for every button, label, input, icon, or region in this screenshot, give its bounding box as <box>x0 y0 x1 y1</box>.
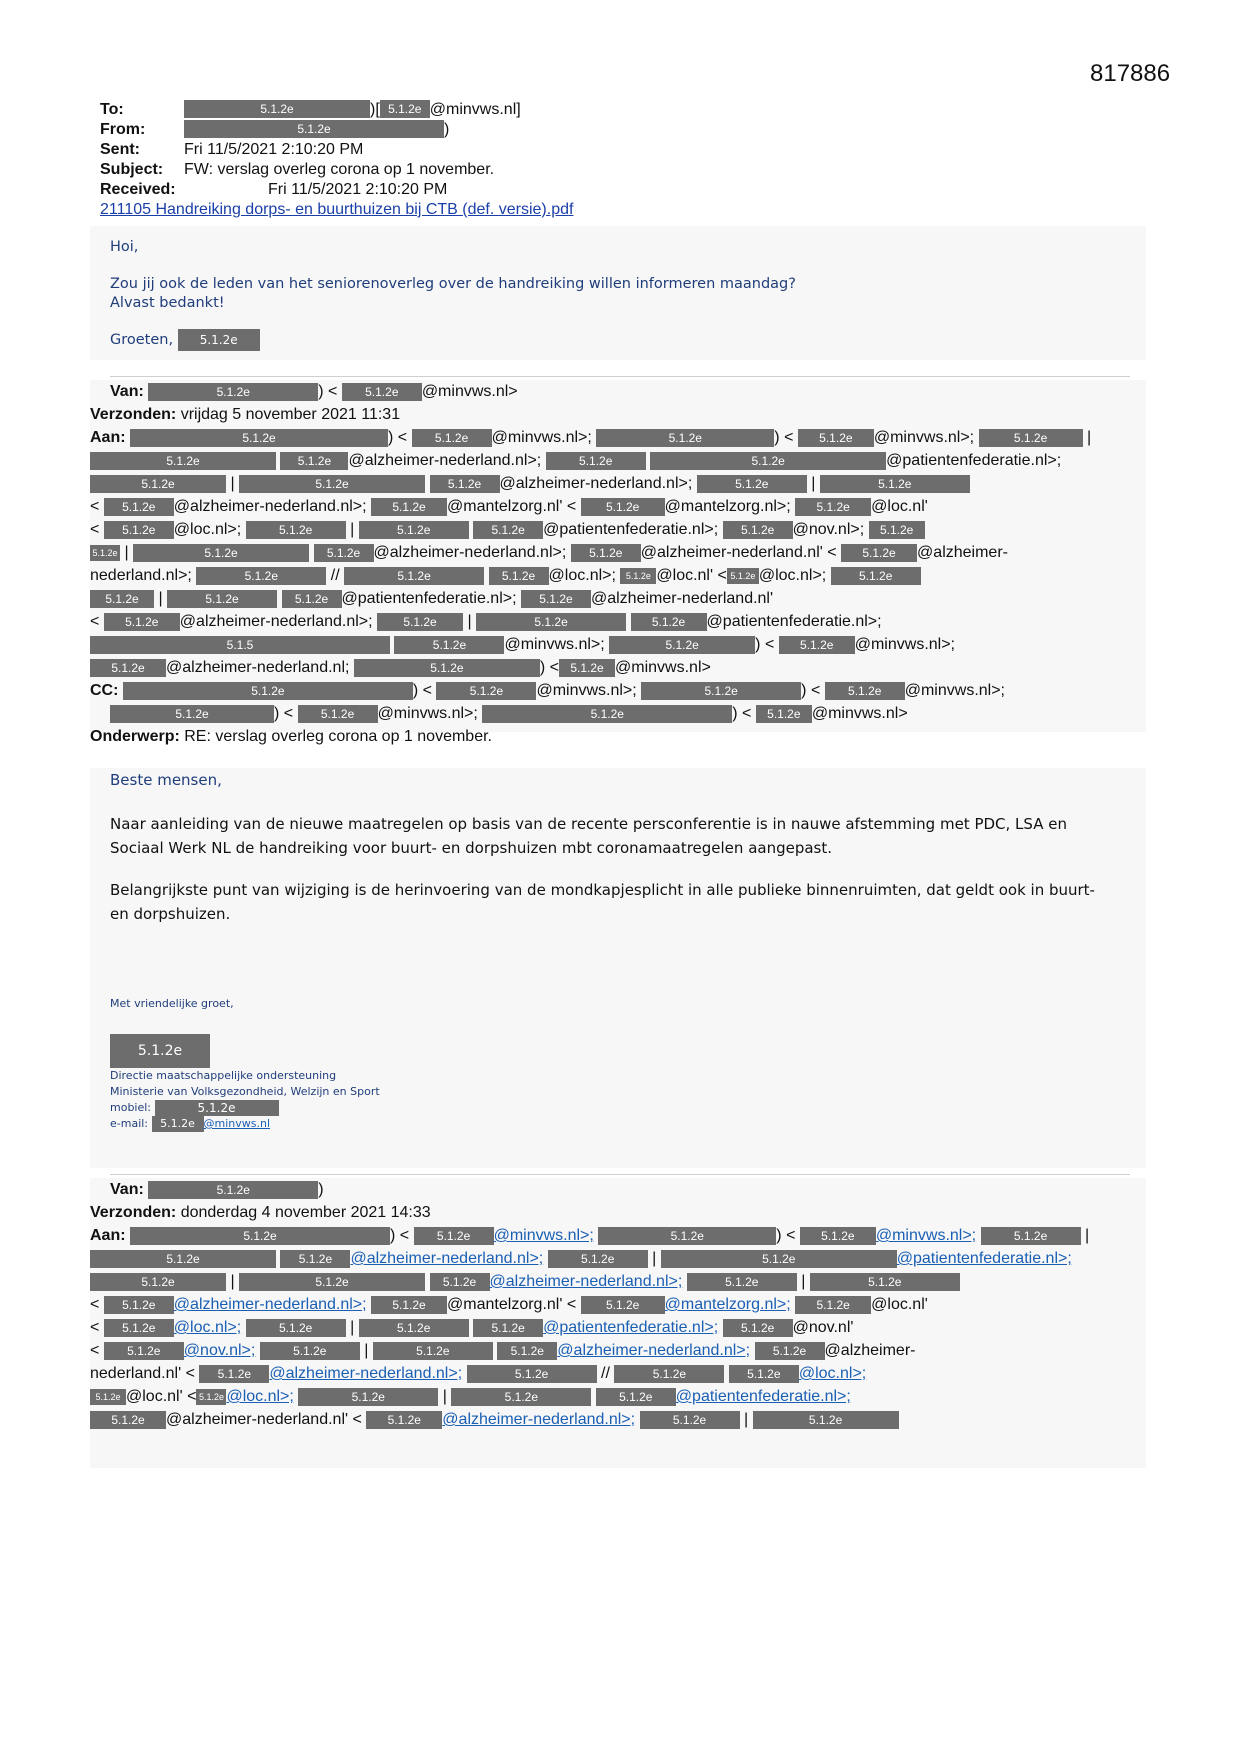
redaction: 5.1.2e <box>239 1273 425 1291</box>
redaction: 5.1.2e <box>148 1181 318 1199</box>
redaction: 5.1.2e <box>196 567 326 585</box>
email-link[interactable]: @patientenfederatie.nl>; <box>896 1250 1072 1267</box>
email-domain: @patientenfederatie.nl>; <box>341 590 517 607</box>
redaction: 5.1.2e <box>831 567 921 585</box>
email-domain: @alzheimer- <box>917 544 1008 561</box>
redaction: 5.1.2e <box>280 1250 350 1268</box>
email-link[interactable]: @patientenfederatie.nl>; <box>675 1388 851 1405</box>
redaction: 5.1.2e <box>598 1227 776 1245</box>
signature-line: Ministerie van Volksgezondheid, Welzijn en Sport <box>110 1085 380 1098</box>
redaction: 5.1.2e <box>104 521 174 539</box>
redaction: 5.1.2e <box>697 475 807 493</box>
message-line: Zou jij ook de leden van het seniorenoverleg over de handreiking willen informeren maandag? <box>110 276 796 292</box>
redaction: 5.1.2e <box>90 590 154 608</box>
email-link[interactable]: @alzheimer-nederland.nl>; <box>269 1365 463 1382</box>
redaction: 5.1.2e <box>184 120 444 138</box>
email-domain: @loc.nl' <box>871 498 928 515</box>
redaction: 5.1.2e <box>430 1273 490 1291</box>
email-domain: @alzheimer-nederland.nl>; <box>348 452 542 469</box>
signature-email-link[interactable]: @minvws.nl <box>203 1117 271 1130</box>
redaction: 5.1.2e <box>110 1034 210 1068</box>
email-link[interactable]: @alzheimer-nederland.nl>; <box>350 1250 544 1267</box>
redaction: 5.1.2e <box>489 567 549 585</box>
email-link[interactable]: @minvws.nl>; <box>493 1227 594 1244</box>
from-label: From: <box>100 121 146 138</box>
redaction: 5.1.2e <box>246 1319 346 1337</box>
redaction: 5.1.2e <box>133 544 309 562</box>
redaction: 5.1.2e <box>979 429 1083 447</box>
redaction: 5.1.2e <box>430 475 500 493</box>
redaction: 5.1.2e <box>366 1411 442 1429</box>
redaction: 5.1.2e <box>473 1319 543 1337</box>
email-domain: @minvws.nl>; <box>504 636 605 653</box>
email-link[interactable]: @alzheimer-nederland.nl>; <box>173 1296 367 1313</box>
to-label: To: <box>100 101 124 118</box>
redaction: 5.1.2e <box>104 1319 174 1337</box>
redaction: 5.1.2e <box>377 613 463 631</box>
redaction: 5.1.2e <box>729 1365 799 1383</box>
redaction: 5.1.2e <box>130 429 388 447</box>
message-line: Alvast bedankt! <box>110 295 225 311</box>
email-domain: @minvws.nl>; <box>377 705 478 722</box>
email-domain: @patientenfederatie.nl>; <box>886 452 1062 469</box>
sent-label: Sent: <box>100 141 140 158</box>
redaction: 5.1.2e <box>596 429 774 447</box>
redaction: 5.1.2e <box>371 1296 447 1314</box>
redaction: 5.1.2e <box>199 1365 269 1383</box>
email-link[interactable]: @alzheimer-nederland.nl>; <box>442 1411 636 1428</box>
email-domain: @alzheimer-nederland.nl; <box>166 659 350 676</box>
redaction: 5.1.2e <box>178 329 260 351</box>
email-link[interactable]: @nov.nl>; <box>183 1342 256 1359</box>
email-link[interactable]: @loc.nl>; <box>798 1365 867 1382</box>
redaction: 5.1.2e <box>359 521 469 539</box>
email-domain: nederland.nl>; <box>90 567 192 584</box>
redaction: 5.1.2e <box>260 1342 360 1360</box>
signature-line: Directie maatschappelijke ondersteuning <box>110 1069 337 1082</box>
van-domain: @minvws.nl> <box>421 383 518 400</box>
email-domain: @nov.nl' <box>792 1319 854 1336</box>
redaction: 5.1.2e <box>104 1342 184 1360</box>
redaction: 5.1.2e <box>650 452 886 470</box>
email-domain: @minvws.nl>; <box>904 682 1005 699</box>
redaction: 5.1.2e <box>756 705 812 723</box>
redaction: 5.1.2e <box>497 1342 557 1360</box>
cc-label: CC: <box>90 682 119 699</box>
redaction: 5.1.2e <box>184 100 370 118</box>
redaction: 5.1.2e <box>981 1227 1081 1245</box>
redaction: 5.1.2e <box>110 705 274 723</box>
redaction: 5.1.2e <box>104 498 174 516</box>
redaction: 5.1.2e <box>641 682 801 700</box>
redaction: 5.1.2e <box>810 1273 960 1291</box>
email-link[interactable]: @minvws.nl>; <box>875 1227 977 1244</box>
redaction: 5.1.2e <box>581 1296 665 1314</box>
subject-label: Subject: <box>100 161 164 178</box>
email-link[interactable]: @alzheimer-nederland.nl>; <box>557 1342 751 1359</box>
verzonden-label: Verzonden: <box>90 406 177 423</box>
email-header: To: 5.1.2e )[ 5.1.2e @minvws.nl] From: 5.1.2e ) Sent: Fri 11/5/2021 2:10:20 PM Subject: FW: verslag overleg corona op 1 november. Received: Fri 11/5/2021 2:10:20 PM 211105 Handreiking dorps- en buurthuizen bij CTB (def. versie).pdf <box>100 101 574 218</box>
received-label: Received: <box>100 181 176 198</box>
first-message <box>90 226 1146 360</box>
email-domain: @alzheimer-nederland.nl>; <box>179 613 373 630</box>
document-number: 817886 <box>1090 60 1171 87</box>
redaction: 5.1.2e <box>723 1319 793 1337</box>
redaction: 5.1.2e <box>123 682 413 700</box>
redaction: 5.1.2e <box>371 498 447 516</box>
redaction: 5.1.2e <box>90 1411 166 1429</box>
redaction: 5.1.2e <box>90 1250 276 1268</box>
email-link[interactable]: @alzheimer-nederland.nl>; <box>489 1273 683 1290</box>
redaction: 5.1.2e <box>90 659 166 677</box>
redaction: 5.1.2e <box>104 613 180 631</box>
paragraph: Belangrijkste punt van wijziging is de herinvoering van de mondkapjesplicht in alle publieke binnenruimten, dat geldt ook in buurt- <box>110 881 1095 899</box>
email-domain: @minvws.nl>; <box>854 636 955 653</box>
salutation: Beste mensen, <box>110 771 222 789</box>
redaction: 5.1.2e <box>795 1296 871 1314</box>
email-domain: @alzheimer-nederland.nl>; <box>499 475 693 492</box>
redaction: 5.1.2e <box>282 590 342 608</box>
redaction: 5.1.2e <box>753 1411 899 1429</box>
verzonden-label: Verzonden: <box>90 1204 177 1221</box>
onderwerp-value: RE: verslag overleg corona op 1 november. <box>184 728 492 745</box>
email-link[interactable]: @mantelzorg.nl>; <box>664 1296 791 1313</box>
redaction: 5.1.2e <box>546 452 646 470</box>
redaction: 5.1.2e <box>631 613 707 631</box>
redaction: 5.1.2e <box>548 1250 648 1268</box>
email-link[interactable]: @loc.nl>; <box>173 1319 242 1336</box>
redaction: 5.1.2e <box>196 1389 226 1405</box>
redaction: 5.1.2e <box>482 705 732 723</box>
regards: Met vriendelijke groet, <box>110 997 234 1010</box>
van-label: Van: <box>110 1181 144 1198</box>
redaction: 5.1.2e <box>90 452 276 470</box>
email-domain: @minvws.nl>; <box>873 429 975 446</box>
redaction: 5.1.2e <box>167 590 277 608</box>
redaction: 5.1.2e <box>661 1250 897 1268</box>
van-label: Van: <box>110 383 144 400</box>
redaction: 5.1.2e <box>90 1273 226 1291</box>
paragraph: Naar aanleiding van de nieuwe maatregelen op basis van de recente persconferentie is in nauwe afstemming met PDC, LSA en <box>110 815 1067 833</box>
redaction: 5.1.2e <box>779 636 855 654</box>
email-domain: @mantelzorg.nl' <box>447 1296 563 1313</box>
email-domain: @alzheimer-nederland.nl' <box>640 544 823 561</box>
redaction: 5.1.2e <box>559 659 615 677</box>
email-link[interactable]: @patientenfederatie.nl>; <box>543 1319 719 1336</box>
redaction: 5.1.2e <box>869 521 925 539</box>
email-domain: @patientenfederatie.nl>; <box>543 521 719 538</box>
sent-value: Fri 11/5/2021 2:10:20 PM <box>184 141 364 158</box>
redaction: 5.1.2e <box>155 1100 279 1116</box>
aan-label: Aan: <box>90 429 126 446</box>
redaction: 5.1.2e <box>521 590 591 608</box>
redaction: 5.1.2e <box>841 544 917 562</box>
redaction: 5.1.2e <box>476 613 626 631</box>
redaction: 5.1.2e <box>90 1389 126 1405</box>
redaction: 5.1.2e <box>473 521 543 539</box>
attachment-link[interactable]: 211105 Handreiking dorps- en buurthuizen bij CTB (def. versie).pdf <box>100 201 574 218</box>
redaction: 5.1.5 <box>90 636 390 654</box>
verzonden-value: donderdag 4 november 2021 14:33 <box>180 1204 431 1221</box>
redaction: 5.1.2e <box>380 100 430 118</box>
email-domain: @loc.nl' <box>126 1388 183 1405</box>
redaction: 5.1.2e <box>373 1342 493 1360</box>
redaction: 5.1.2e <box>825 682 905 700</box>
email-domain: @alzheimer-nederland.nl>; <box>373 544 567 561</box>
redaction: 5.1.2e <box>571 544 641 562</box>
redaction: 5.1.2e <box>280 452 348 470</box>
redaction: 5.1.2e <box>800 1227 876 1245</box>
redaction: 5.1.2e <box>640 1411 740 1429</box>
redaction: 5.1.2e <box>354 659 540 677</box>
redaction: 5.1.2e <box>359 1319 469 1337</box>
redaction: 5.1.2e <box>152 1116 204 1132</box>
subject-value: FW: verslag overleg corona op 1 november. <box>184 161 495 178</box>
redaction: 5.1.2e <box>727 568 759 584</box>
aan-label: Aan: <box>90 1227 126 1244</box>
email-domain: nederland.nl' <box>90 1365 182 1382</box>
forward1-body <box>90 768 1146 1168</box>
email-domain: @alzheimer- <box>824 1342 916 1359</box>
redaction: 5.1.2e <box>798 429 874 447</box>
redaction: 5.1.2e <box>620 568 656 584</box>
redaction: 5.1.2e <box>412 429 492 447</box>
email-domain: @nov.nl>; <box>792 521 865 538</box>
redaction: 5.1.2e <box>723 521 793 539</box>
email-domain: @loc.nl>; <box>548 567 616 584</box>
redaction: 5.1.2e <box>148 383 318 401</box>
redaction: 5.1.2e <box>314 544 374 562</box>
redaction: 5.1.2e <box>298 1388 438 1406</box>
redaction: 5.1.2e <box>436 682 536 700</box>
email-domain: @loc.nl>; <box>173 521 242 538</box>
paragraph: en dorpshuizen. <box>110 905 231 923</box>
redaction: 5.1.2e <box>614 1365 724 1383</box>
redaction: 5.1.2e <box>298 705 378 723</box>
redaction: 5.1.2e <box>820 475 970 493</box>
redaction: 5.1.2e <box>394 636 504 654</box>
email-label: e-mail: <box>110 1117 149 1130</box>
paragraph: Sociaal Werk NL de handreiking voor buurt- en dorpshuizen mbt coronamaatregelen aangepast. <box>110 839 833 857</box>
email-domain: @minvws.nl>; <box>491 429 592 446</box>
redaction: 5.1.2e <box>755 1342 825 1360</box>
redaction: 5.1.2e <box>90 545 120 561</box>
forward2-header: Van: 5.1.2e ) Verzonden: donderdag 4 november 2021 14:33 Aan: 5.1.2e ) < 5.1.2e @minvws.nl>; 5.1.2e ) < 5.1.2e @minvws.nl>; 5.1.2e | 5.1.2e 5.1.2e @alzheimer-nederland.nl>; 5.1.2e | 5.1.2e @patientenfederatie.nl>; 5.1.2e | 5.1.2e 5.1.2e @alzheimer-nederland.nl>; 5.1.2e | 5.1.2e < 5.1.2e @alzheimer-nederland.nl>; 5.1.2e @mantelzorg.nl' < 5.1.2e @mantelzorg.nl>; 5.1.2e @loc.nl' < 5.1.2e @loc.nl>; 5.1.2e | 5.1.2e 5.1.2e @patientenfederatie.nl>; 5.1.2e @nov.nl' < 5.1.2e @nov.nl>; 5.1.2e | 5.1.2e 5.1.2e @alzheimer-nederland.nl>; 5.1.2e @alzheimer- nederland.nl' < 5.1.2e @alzheimer-nederland.nl>; 5.1.2e // 5.1.2e 5.1.2e @loc.nl>; 5.1.2e @loc.nl' < 5.1.2e @loc.nl>; 5.1.2e | 5.1.2e 5.1.2e @patientenfederatie.nl>; 5.1.2e @alzheimer-nederland.nl' < 5.1.2e @alzheimer-nederland.nl>; 5.1.2e | 5.1.2e <box>90 1178 1146 1468</box>
mobile-label: mobiel: <box>110 1101 152 1114</box>
greeting: Hoi, <box>110 239 139 255</box>
redaction: 5.1.2e <box>467 1365 597 1383</box>
to-domain: @minvws.nl] <box>429 101 521 118</box>
email-domain: @alzheimer-nederland.nl' <box>166 1411 349 1428</box>
email-domain: @mantelzorg.nl' <box>447 498 563 515</box>
redaction: 5.1.2e <box>609 636 755 654</box>
onderwerp-label: Onderwerp: <box>90 728 180 745</box>
redaction: 5.1.2e <box>581 498 665 516</box>
email-domain: @alzheimer-nederland.nl' <box>590 590 774 607</box>
redaction: 5.1.2e <box>596 1388 676 1406</box>
redaction: 5.1.2e <box>342 383 422 401</box>
email-link[interactable]: @loc.nl>; <box>226 1388 294 1405</box>
redaction: 5.1.2e <box>414 1227 494 1245</box>
email-domain: @patientenfederatie.nl>; <box>706 613 882 630</box>
redaction: 5.1.2e <box>104 1296 174 1314</box>
redaction: 5.1.2e <box>130 1227 390 1245</box>
email-domain: @loc.nl' <box>871 1296 928 1313</box>
redaction: 5.1.2e <box>239 475 425 493</box>
forward1-header: Van: 5.1.2e ) < 5.1.2e @minvws.nl> Verzonden: vrijdag 5 november 2021 11:31 Aan: 5.1.2e ) < 5.1.2e @minvws.nl>; 5.1.2e ) < 5.1.2e @minvws.nl>; 5.1.2e | 5.1.2e 5.1.2e @alzheimer-nederland.nl>; 5.1.2e 5.1.2e @patientenfederatie.nl>; 5.1.2e | 5.1.2e 5.1.2e @alzheimer-nederland.nl>; 5.1.2e | 5.1.2e < 5.1.2e @alzheimer-nederland.nl>; 5.1.2e @mantelzorg.nl' < 5.1.2e @mantelzorg.nl>; 5.1.2e @loc.nl' < 5.1.2e @loc.nl>; 5.1.2e | 5.1.2e 5.1.2e @patientenfederatie.nl>; 5.1.2e @nov.nl>; 5.1.2e 5.1.2e | 5.1.2e 5.1.2e @alzheimer-nederland.nl>; 5.1.2e @alzheimer-nederland.nl' < 5.1.2e @alzheimer- nederland.nl>; 5.1.2e // 5.1.2e 5.1.2e @loc.nl>; 5.1.2e @loc.nl' < 5.1.2e @loc.nl>; 5.1.2e 5.1.2e | 5.1.2e 5.1.2e @patientenfederatie.nl>; 5.1.2e @alzheimer-nederland.nl' < 5.1.2e @alzheimer-nederland.nl>; 5.1.2e | 5.1.2e 5.1.2e @patientenfederatie.nl>; 5.1.5 5.1.2e @minvws.nl>; 5.1.2e ) < 5.1.2e @minvws.nl>; 5.1.2e @alzheimer-nederland.nl; 5.1.2e ) < 5.1.2e @minvws.nl> CC: 5.1.2e ) < 5.1.2e @minvws.nl>; 5.1.2e ) < 5.1.2e @minvws.nl>; 5.1.2e ) < 5.1.2e @minvws.nl>; 5.1.2e ) < 5.1.2e @minvws.nl> Onderwerp: RE: verslag overleg corona op 1 november. <box>90 380 1146 732</box>
email-domain: @loc.nl>; <box>758 567 827 584</box>
email-domain: @minvws.nl>; <box>536 682 637 699</box>
verzonden-value: vrijdag 5 november 2021 11:31 <box>180 406 401 423</box>
redaction: 5.1.2e <box>795 498 871 516</box>
email-domain: @minvws.nl> <box>811 705 908 722</box>
closing: Groeten, <box>110 332 174 348</box>
redaction: 5.1.2e <box>451 1388 591 1406</box>
redaction: 5.1.2e <box>344 567 484 585</box>
email-domain: @alzheimer-nederland.nl>; <box>173 498 367 515</box>
email-domain: @minvws.nl> <box>615 659 711 676</box>
email-domain: @loc.nl' <box>656 567 714 584</box>
received-value: Fri 11/5/2021 2:10:20 PM <box>268 181 448 198</box>
redaction: 5.1.2e <box>687 1273 797 1291</box>
redaction: 5.1.2e <box>90 475 226 493</box>
email-domain: @mantelzorg.nl>; <box>664 498 791 515</box>
redaction: 5.1.2e <box>246 521 346 539</box>
